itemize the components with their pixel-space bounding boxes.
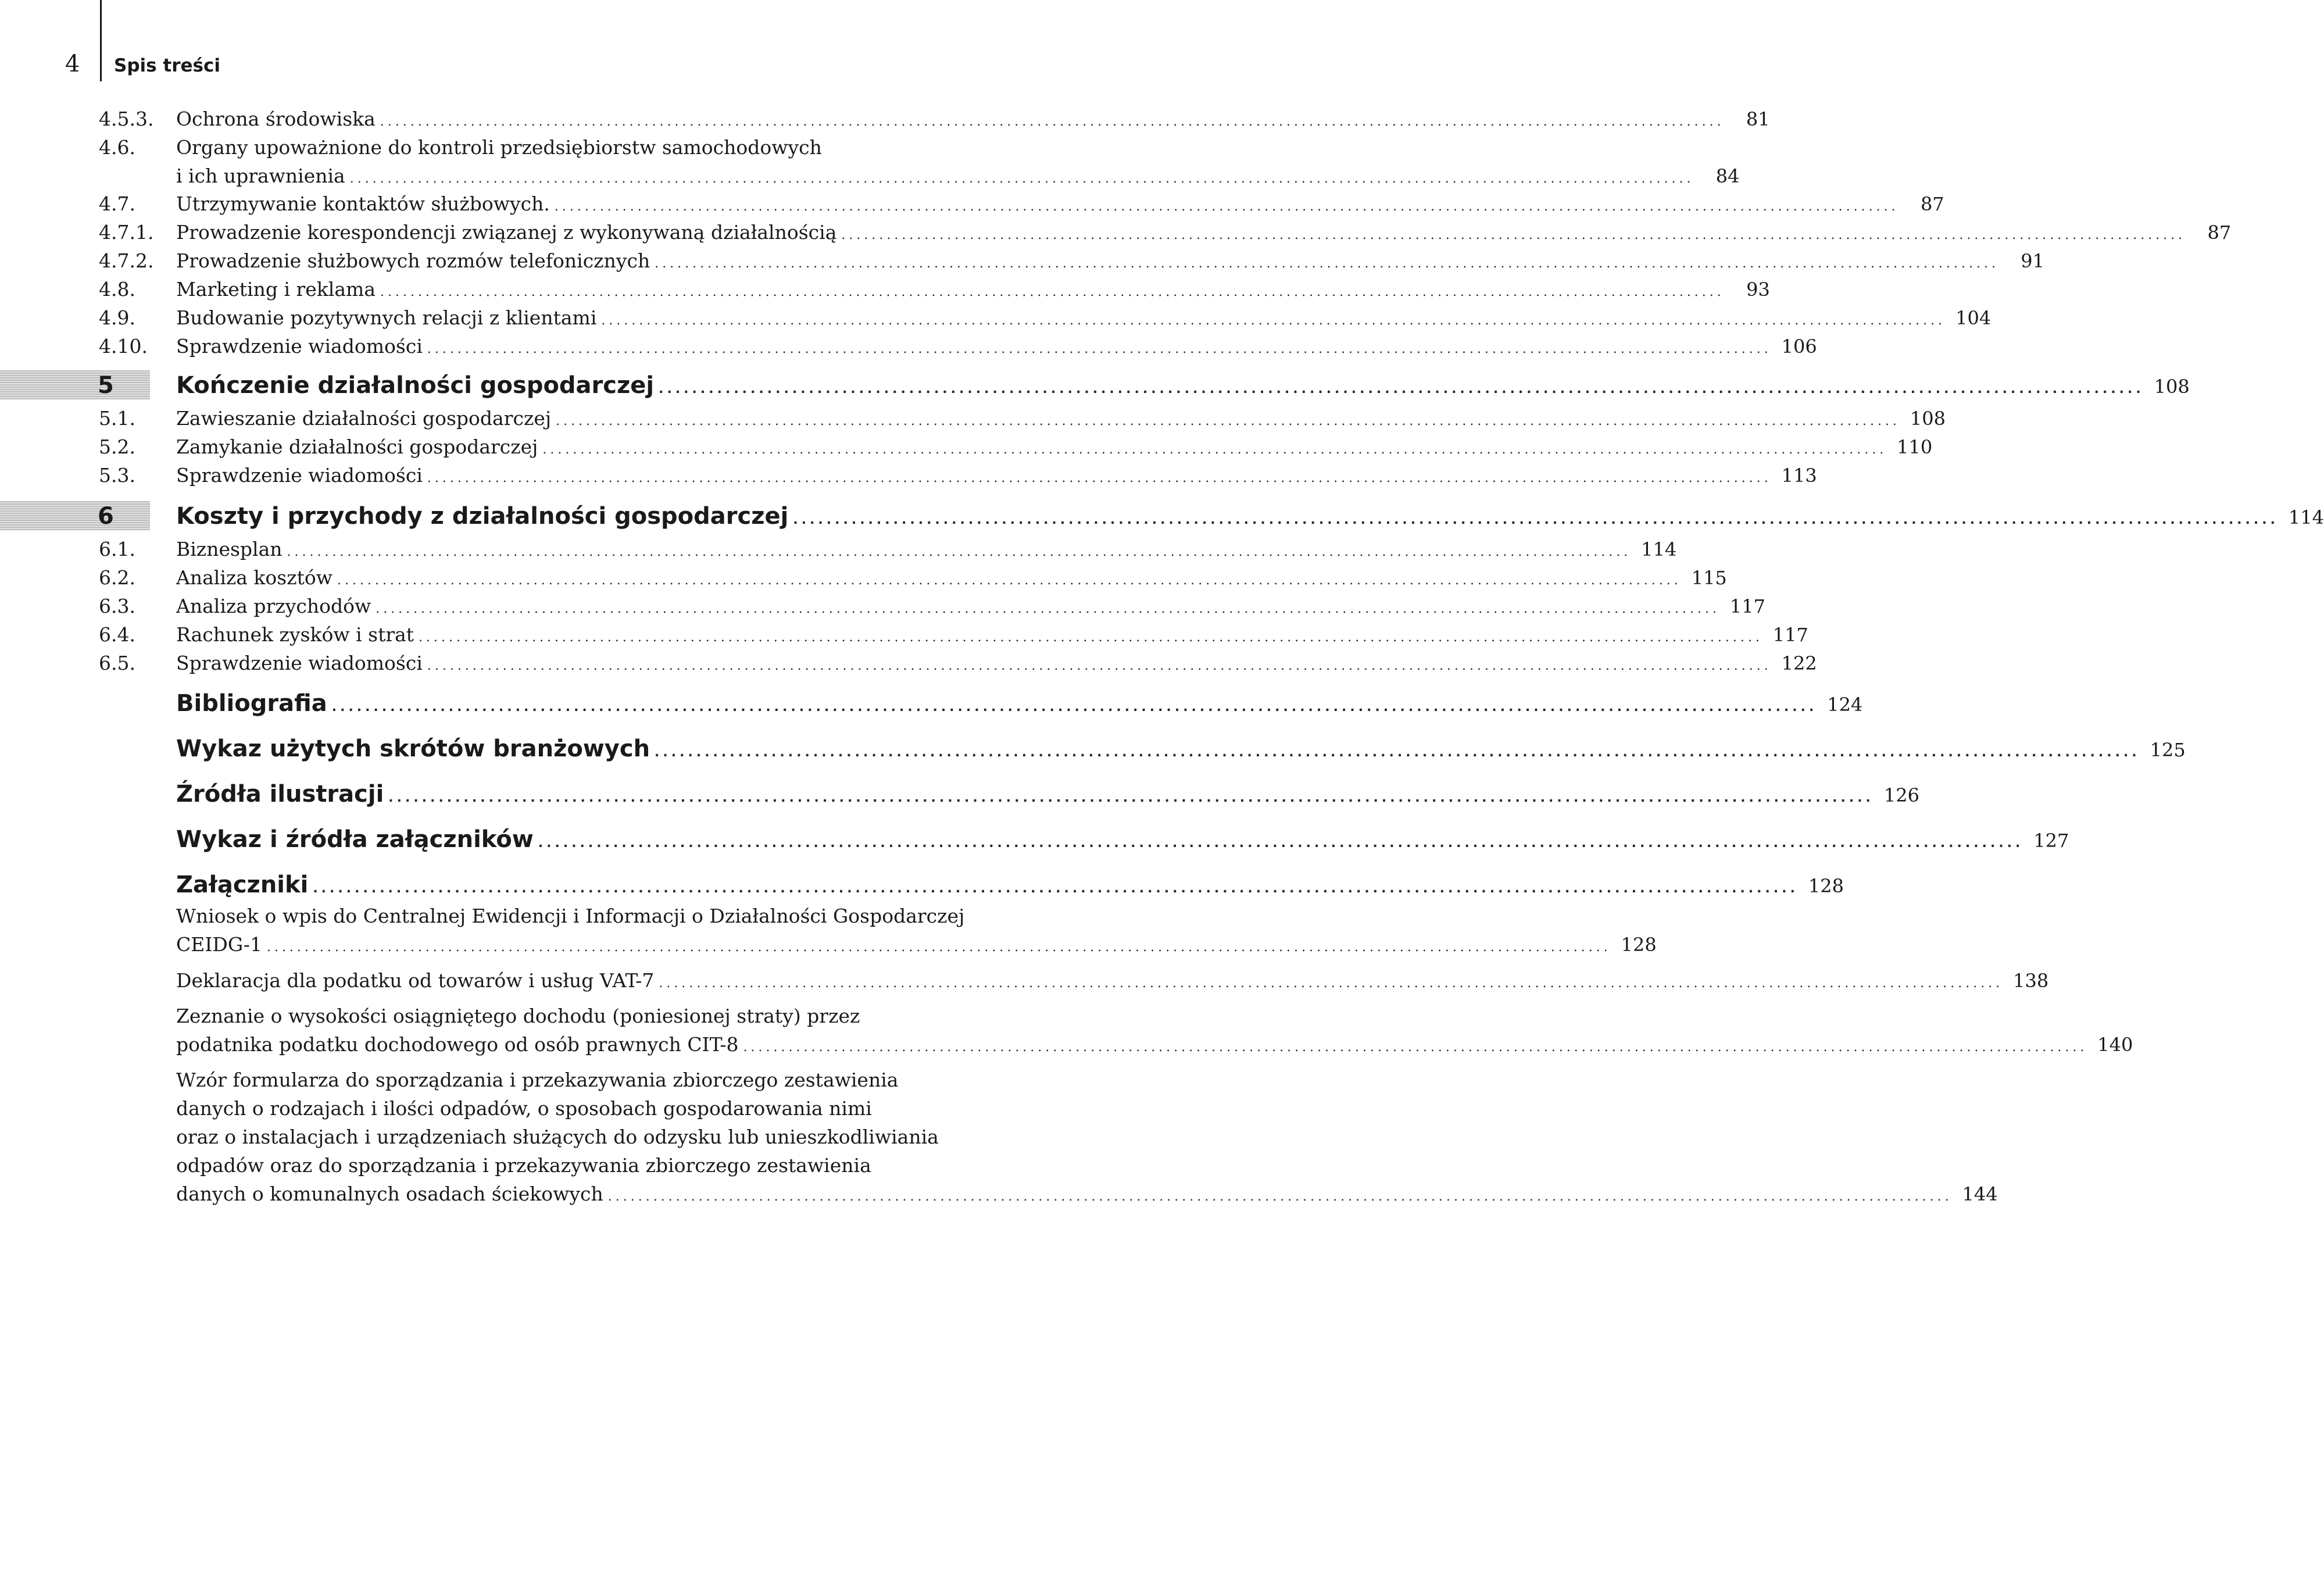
leader-dots: .................................................................................................................................................................................. [607, 1190, 1953, 1204]
section-number: 6.1. [99, 538, 135, 560]
leader-dots: .................................................................................................................................................................................. [793, 513, 2279, 527]
leader-dots: .................................................................................................................................................................................. [266, 940, 1611, 955]
leader-dots: .................................................................................................................................................................................. [542, 442, 1887, 457]
section-title: Analiza przychodów [176, 595, 371, 617]
section-title: Sprawdzenie wiadomości [176, 335, 423, 358]
page-ref: 144 [1962, 1183, 1998, 1205]
section-title: Marketing i reklama [176, 278, 376, 301]
section-number: 4.7.1. [99, 221, 154, 244]
leader-dots: .................................................................................................................................................................................. [337, 573, 1682, 588]
leader-dots: .................................................................................................................................................................................. [556, 414, 1900, 428]
attachment-title-line: Wzór formularza do sporządzania i przekazywania zbiorczego zestawienia [176, 1069, 899, 1091]
page-ref: 114 [2288, 506, 2324, 528]
attachment-title-line: danych o komunalnych osadach ściekowych [176, 1183, 603, 1205]
page-ref: 138 [2013, 970, 2049, 992]
page-ref: 122 [1781, 652, 1817, 674]
section-number: 5.3. [99, 464, 135, 487]
leader-dots: .................................................................................................................................................................................. [349, 172, 1694, 186]
chapter-tab [0, 501, 150, 530]
page-ref: 106 [1781, 335, 1817, 358]
attachment-title-line: odpadów oraz do sporządzania i przekazywania zbiorczego zestawienia [176, 1154, 871, 1177]
leader-dots: .................................................................................................................................................................................. [601, 313, 1946, 328]
page-ref: 84 [1715, 165, 1740, 187]
leader-dots: .................................................................................................................................................................................. [538, 836, 2024, 851]
attachment-title-line: Zeznanie o wysokości osiągniętego dochodu (poniesionej straty) przez [176, 1005, 860, 1027]
section-title: Prowadzenie korespondencji związanej z wykonywaną działalnością [176, 221, 837, 244]
section-number: 4.7.2. [99, 249, 154, 272]
section-number: 6.5. [99, 652, 135, 674]
section-number: 6.4. [99, 623, 135, 646]
leader-dots: .................................................................................................................................................................................. [419, 630, 1763, 645]
section-title: Sprawdzenie wiadomości [176, 652, 423, 674]
page-ref: 140 [2097, 1034, 2133, 1056]
back-matter-title: Wykaz i źródła załączników [176, 826, 534, 853]
page-ref: 113 [1781, 465, 1817, 487]
page-ref: 91 [2021, 250, 2044, 272]
page-ref: 87 [1920, 193, 1944, 215]
page-ref: 128 [1808, 875, 1844, 897]
leader-dots: .................................................................................................................................................................................. [655, 745, 2140, 760]
page-ref: 124 [1827, 694, 1863, 716]
section-title: Analiza kosztów [176, 566, 332, 589]
section-title: Rachunek zysków i strat [176, 623, 414, 646]
section-title: Zamykanie działalności gospodarczej [176, 435, 538, 458]
leader-dots: .................................................................................................................................................................................. [313, 881, 1799, 896]
leader-dots: .................................................................................................................................................................................. [331, 700, 1818, 715]
leader-dots: .................................................................................................................................................................................. [427, 342, 1772, 356]
section-number: 6.3. [99, 595, 135, 617]
section-title-line: Organy upoważnione do kontroli przedsiębiorstw samochodowych [176, 136, 822, 159]
attachment-title-line: oraz o instalacjach i urządzeniach służących do odzysku lub unieszkodliwiania [176, 1126, 939, 1148]
page-number: 4 [65, 51, 80, 77]
page-ref: 87 [2207, 222, 2232, 244]
section-title: Utrzymywanie kontaktów służbowych. [176, 192, 550, 215]
page-ref: 81 [1746, 108, 1770, 130]
section-number: 5.2. [99, 435, 135, 458]
page-ref: 117 [1772, 624, 1808, 646]
chapter-title: Koszty i przychody z działalności gospodarczej [176, 503, 789, 530]
section-number: 4.8. [99, 278, 135, 301]
section-title: Zawieszanie działalności gospodarczej [176, 407, 552, 430]
section-title: Prowadzenie służbowych rozmów telefonicznych [176, 249, 650, 272]
section-title: Sprawdzenie wiadomości [176, 464, 423, 487]
page-ref: 108 [1910, 408, 1946, 430]
leader-dots: .................................................................................................................................................................................. [376, 602, 1720, 616]
leader-dots: .................................................................................................................................................................................. [427, 659, 1772, 673]
page-ref: 117 [1729, 595, 1765, 617]
section-title-line: i ich uprawnienia [176, 165, 345, 187]
leader-dots: .................................................................................................................................................................................. [554, 199, 1899, 214]
page-ref: 104 [1955, 307, 1992, 329]
section-number: 4.7. [99, 192, 135, 215]
leader-dots: .................................................................................................................................................................................. [743, 1040, 2088, 1055]
page-ref: 125 [2150, 739, 2186, 761]
leader-dots: .................................................................................................................................................................................. [655, 256, 1999, 271]
leader-dots: .................................................................................................................................................................................. [380, 285, 1725, 299]
page-ref: 108 [2154, 376, 2190, 398]
header-rule [100, 0, 102, 81]
attachment-title-line: CEIDG-1 [176, 933, 262, 956]
page-ref: 114 [1641, 538, 1677, 560]
attachment-title: Deklaracja dla podatku od towarów i usług VAT-7 [176, 969, 655, 992]
back-matter-title: Źródła ilustracji [176, 781, 384, 808]
section-number: 4.6. [99, 136, 135, 159]
section-number: 6.2. [99, 566, 135, 589]
chapter-number: 6 [98, 503, 114, 530]
back-matter-title: Wykaz użytych skrótów branżowych [176, 735, 650, 762]
page-ref: 128 [1621, 934, 1657, 956]
back-matter-title: Załączniki [176, 871, 309, 898]
page-ref: 110 [1897, 436, 1933, 458]
running-title: Spis treści [114, 55, 220, 76]
section-number: 4.10. [99, 335, 148, 358]
page-ref: 93 [1746, 278, 1770, 301]
section-number: 5.1. [99, 407, 135, 430]
attachment-title-line: podatnika podatku dochodowego od osób prawnych CIT-8 [176, 1033, 739, 1056]
section-title: Budowanie pozytywnych relacji z klientami [176, 306, 597, 329]
page-ref: 126 [1883, 784, 1919, 806]
chapter-title: Kończenie działalności gospodarczej [176, 372, 655, 399]
back-matter-title: Bibliografia [176, 690, 327, 717]
section-number: 4.5.3. [99, 108, 154, 130]
leader-dots: .................................................................................................................................................................................. [427, 471, 1772, 485]
leader-dots: .................................................................................................................................................................................. [287, 545, 1632, 559]
section-title: Biznesplan [176, 538, 283, 560]
leader-dots: .................................................................................................................................................................................. [659, 382, 2144, 396]
chapter-tab [0, 370, 150, 399]
leader-dots: .................................................................................................................................................................................. [659, 976, 2004, 991]
section-title: Ochrona środowiska [176, 108, 376, 130]
attachment-title-line: danych o rodzajach i ilości odpadów, o sposobach gospodarowania nimi [176, 1097, 872, 1120]
leader-dots: .................................................................................................................................................................................. [841, 228, 2186, 242]
page-ref: 115 [1691, 567, 1727, 589]
section-number: 4.9. [99, 306, 135, 329]
page-ref: 127 [2033, 830, 2069, 852]
leader-dots: .................................................................................................................................................................................. [380, 115, 1725, 129]
attachment-title-line: Wniosek o wpis do Centralnej Ewidencji i Informacji o Działalności Gospodarczej [176, 905, 965, 927]
leader-dots: .................................................................................................................................................................................. [388, 791, 1874, 805]
chapter-number: 5 [98, 372, 114, 399]
